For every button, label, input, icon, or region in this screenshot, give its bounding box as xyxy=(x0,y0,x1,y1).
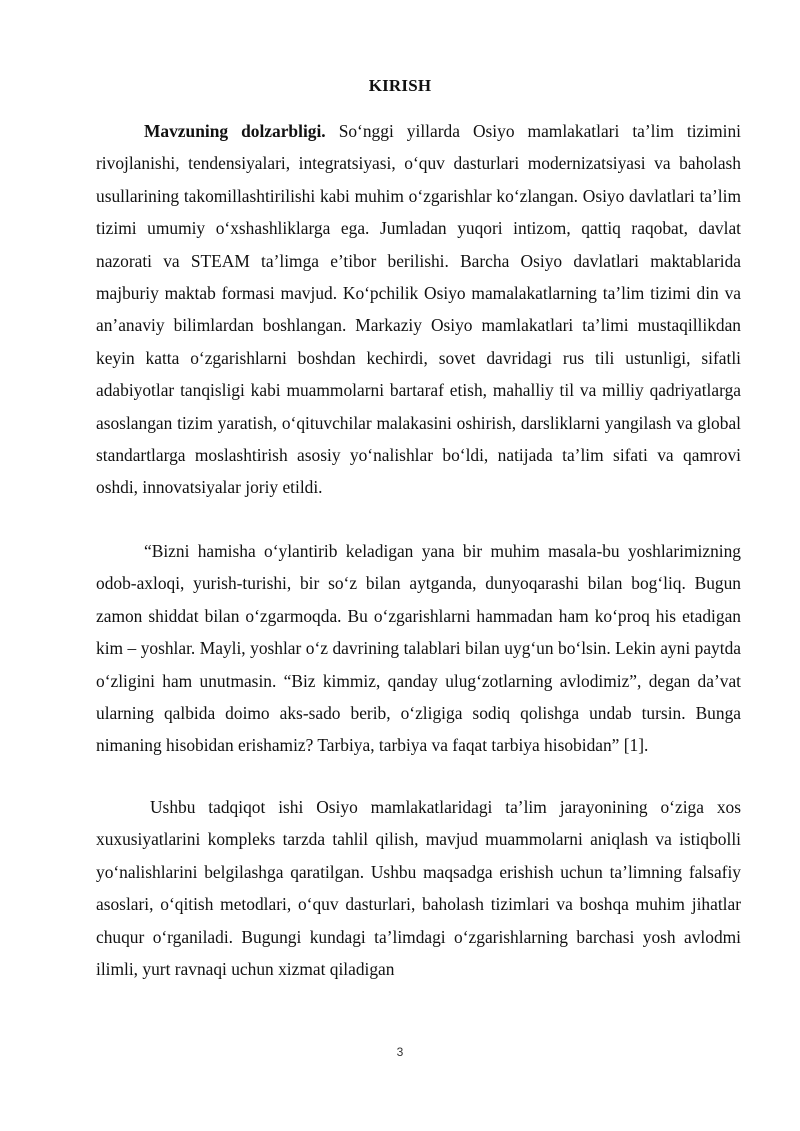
section-heading: KIRISH xyxy=(368,76,432,95)
paragraph-quote: “Bizni hamisha o‘ylantirib keladigan yana bir muhim masala-bu yoshlarimizning odob-axloqi, yurish-turishi, bir so‘z bilan aytganda, dunyoqarashi bilan bog‘liq. Bugun zamon shiddat bilan o‘zgarmoqda. Bu o‘zgarishlarni hammadan ham ko‘proq his etadigan kim – yoshlar. Mayli, yoshlar o‘z davrining talablari bilan uyg‘un bo‘lsin. Lekin ayni paytda o‘zligini ham unutmasin. “Biz kimmiz, qanday ulug‘zotlarning avlodimiz”, degan da’vat ularning qalbida doimo aks-sado berib, o‘zligiga sodiq qolishga undab tursin. Bunga nimaning hisobidan erishamiz? Tarbiya, tarbiya va faqat tarbiya hisobidan” [1]. xyxy=(96,541,741,756)
paragraph-lead: Mavzuning dolzarbligi. xyxy=(144,121,326,141)
paragraph-research-aim: Ushbu tadqiqot ishi Osiyo mamlakatlaridagi ta’lim jarayonining o‘ziga xos xuxusiyatlarini kompleks tarzda tahlil qilish, mavjud muammolarni aniqlash va istiqbolli yo‘nalishlarini belgilashga qaratilgan. Ushbu maqsadga erishish uchun ta’limning falsafiy asoslari, o‘qitish metodlari, o‘quv dasturlari, baholash tizimlari va boshqa muhim jihatlar chuqur o‘rganiladi. Bugungi kundagi ta’limdagi o‘zgarishlarning barchasi yosh avlodmi ilimli, yurt ravnaqi uchun xizmat qiladigan xyxy=(96,797,741,980)
page-number: 3 xyxy=(396,1045,404,1059)
paragraph-relevance xyxy=(96,115,741,504)
paragraph-body: So‘nggi yillarda Osiyo mamlakatlari ta’lim tizimini rivojlanishi, tendensiyalari, integratsiyasi, o‘quv dasturlari modernizatsiyasi va baholash usullarining takomillashtirilishi kabi muhim o‘zgarishlar ko‘zlangan. Osiyo davlatlari ta’lim tizimi umumiy o‘xshashliklarga ega. Jumladan yuqori intizom, qattiq raqobat, davlat nazorati va STEAM ta’limga e’tibor berilishi. Barcha Osiyo davlatlari maktablarida majburiy maktab formasi mavjud. Ko‘pchilik Osiyo mamalakatlarning ta’lim tizimi din va an’anaviy bilimlardan boshlangan. Markaziy Osiyo mamlakatlari ta’limi mustaqillikdan keyin katta o‘zgarishlarni boshdan kechirdi, sovet davridagi rus tili ustunligi, sifatli adabiyotlar tanqisligi kabi muammolarni bartaraf etish, mahalliy til va milliy qadriyatlarga asoslangan tizim yaratish, o‘qituvchilar malakasini oshirish, darsliklarni yangilash va global standartlarga moslashtirish asosiy yo‘nalishlar bo‘ldi, natijada ta’lim sifati va qamrovi oshdi, innovatsiyalar joriy etildi. xyxy=(96,121,741,498)
